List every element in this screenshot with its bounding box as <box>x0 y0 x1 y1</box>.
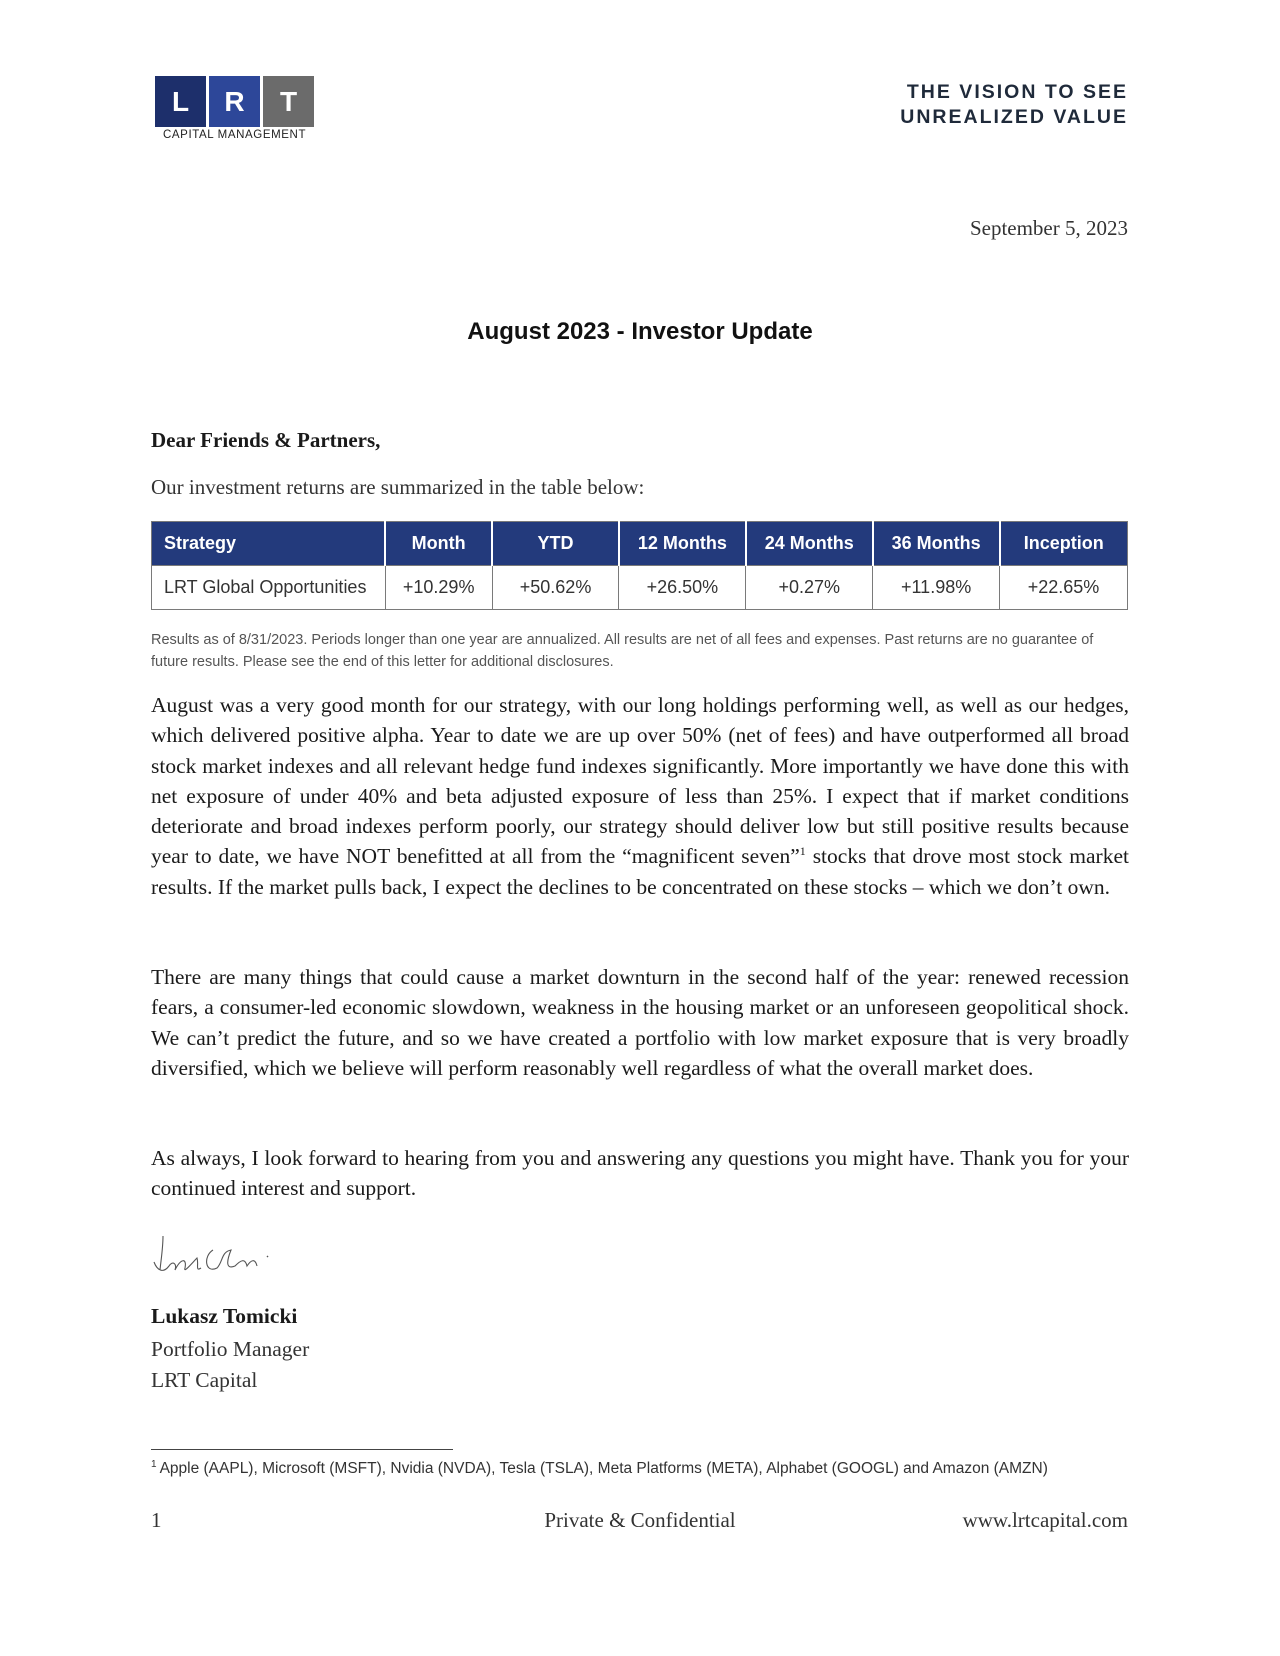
column-header: Month <box>385 522 492 566</box>
column-header: Strategy <box>152 522 386 566</box>
signer-role: Portfolio Manager <box>151 1337 310 1361</box>
table-cell: LRT Global Opportunities <box>152 566 386 610</box>
paragraph-text: August was a very good month for our strategy, with our long holdings performing well, as well as our hedges, which delivered positive alpha. Year to date we are up over 50% (net of fees) and have outperformed all broad stock market indexes and all relevant hedge fund indexes significantly. More importantly we have done this with net exposure of under 40% and beta adjusted exposure of less than 25%. I expect that if market conditions deteriorate and broad indexes perform poorly, our strategy should deliver low but still positive results because year to date, we have NOT benefitted at all from the “magnificent seven” <box>151 693 1129 869</box>
website-link[interactable]: www.lrtcapital.com <box>962 1508 1128 1532</box>
handwritten-signature <box>151 1228 311 1288</box>
table-cell: +10.29% <box>385 566 492 610</box>
document-title: August 2023 - Investor Update <box>467 318 813 345</box>
body-paragraph-1 <box>151 690 1129 902</box>
body-paragraph-3: As always, I look forward to hearing from you and answering any questions you might have. Thank you for your continued interest and support. <box>151 1146 1129 1201</box>
body-paragraph-2: There are many things that could cause a market downturn in the second half of the year: renewed recession fears, a consumer-led economic slowdown, weakness in the housing market or an unforeseen geopolitical shock. We can’t predict the future, and so we have created a portfolio with low market exposure that is very broadly diversified, which we believe will perform reasonably well regardless of what the overall market does. <box>151 965 1129 1080</box>
logo-letter-t: T <box>263 76 314 127</box>
table-cell: +11.98% <box>873 566 1000 610</box>
logo-subtitle: CAPITAL MANAGEMENT <box>163 129 307 141</box>
intro-sentence: Our investment returns are summarized in the table below: <box>151 475 645 499</box>
letter-date: September 5, 2023 <box>969 216 1128 240</box>
company-logo <box>155 76 330 141</box>
greeting: Dear Friends & Partners, <box>151 428 381 452</box>
column-header: Inception <box>1000 522 1128 566</box>
signer-company: LRT Capital <box>151 1368 258 1392</box>
signer-name: Lukasz Tomicki <box>151 1304 298 1328</box>
results-disclaimer: Results as of 8/31/2023. Periods longer than one year are annualized. All results are net of all fees and expenses. Past returns are no guarantee of future results. Please see the end of this letter for additional disclosures. <box>151 632 1094 670</box>
page-number: 1 <box>151 1508 162 1532</box>
column-header: 36 Months <box>873 522 1000 566</box>
footnote-marker: 1 <box>151 1458 157 1470</box>
table-header-row <box>152 522 1128 566</box>
table-cell: +26.50% <box>619 566 746 610</box>
footnote-text: Apple (AAPL), Microsoft (MSFT), Nvidia (NVDA), Tesla (TSLA), Meta Platforms (META), Alphabet (GOOGL) and Amazon (AMZN) <box>159 1460 1048 1477</box>
returns-table <box>151 521 1128 610</box>
tagline-line-2: UNREALIZED VALUE <box>900 106 1128 128</box>
footnote <box>151 1460 1048 1478</box>
table-cell: +50.62% <box>492 566 619 610</box>
column-header: 24 Months <box>746 522 873 566</box>
table-cell: +0.27% <box>746 566 873 610</box>
table-row <box>152 566 1128 610</box>
column-header: 12 Months <box>619 522 746 566</box>
tagline <box>900 80 1128 130</box>
paragraph-text: stocks that drove most stock market results. If the market pulls back, I expect the declines to be concentrated on these stocks – which we don’t own. <box>151 844 1129 899</box>
footnote-reference: 1 <box>799 844 806 859</box>
footnote-divider <box>151 1449 453 1450</box>
logo-letter-l: L <box>155 76 206 127</box>
logo-letter-r: R <box>209 76 260 127</box>
tagline-line-1: THE VISION TO SEE <box>906 81 1128 103</box>
column-header: YTD <box>492 522 619 566</box>
table-cell: +22.65% <box>1000 566 1128 610</box>
confidentiality-label: Private & Confidential <box>544 1508 736 1532</box>
